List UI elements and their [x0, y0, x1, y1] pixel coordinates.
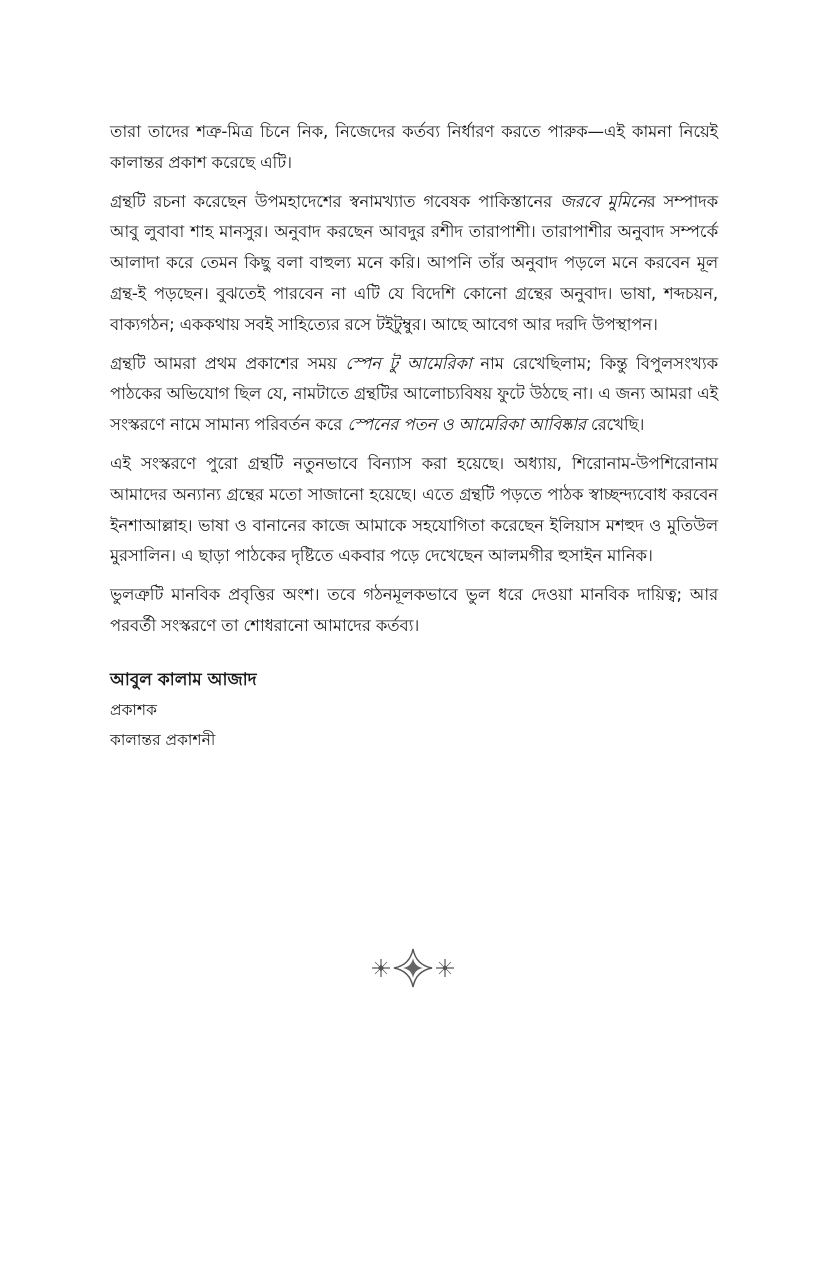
paragraph: [110, 117, 718, 179]
paragraph: [110, 187, 718, 341]
signature-name: আবুল কালাম আজাদ: [110, 669, 257, 690]
document-page: [110, 117, 718, 754]
paragraph: [110, 580, 718, 642]
paragraph-text: গ্রন্থটি আমরা প্রথম প্রকাশের সময়: [110, 353, 346, 373]
signature-publisher: কালান্তর প্রকাশনী: [110, 730, 216, 749]
body-text: [110, 117, 718, 642]
italic-title-text: জরবে মুমিনে: [560, 191, 647, 211]
paragraph-text: রেখেছি।: [585, 415, 645, 435]
paragraph-text: এই সংস্করণে পুরো গ্রন্থটি নতুনভাবে বিন্যাস করা হয়েছে। অধ্যায়, শিরোনাম-উপশিরোনাম আমাদের অন্যান্য গ্রন্থের মতো সাজানো হয়েছে। এতে গ্রন্থটি পড়তে পাঠক স্বাচ্ছন্দ্যবোধ করবেন ইনশাআল্লাহ। ভাষা ও বানানের কাজে আমাকে সহযোগিতা করেছেন ইলিয়াস মশহুদ ও মুতিউল মুরসালিন। এ ছাড়া পাঠকের দৃষ্টিতে একবার পড়ে দেখেছেন আলমগীর হুসাইন মানিক।: [110, 453, 718, 566]
italic-title-text: স্পেন টু আমেরিকা: [345, 353, 472, 373]
italic-title-text: স্পেনের পতন ও আমেরিকা আবিষ্কার: [347, 415, 586, 435]
paragraph: [110, 349, 718, 441]
diamond-star-ornament-icon: [368, 946, 458, 990]
signature-block: [110, 666, 718, 754]
signature-role: প্রকাশক: [110, 700, 157, 719]
paragraph-text: নাম রেখেছিলাম; কিন্তু বিপুলসংখ্যক পাঠকের অভিযোগ ছিল যে, নামটাতে গ্রন্থটির আলোচ্যবিষয় ফুটে উঠছে না। এ জন্য আমরা এই সংস্করণে নামে সামান্য পরিবর্তন করে: [110, 353, 718, 435]
paragraph: [110, 449, 718, 572]
paragraph-text: ভুলত্রুটি মানবিক প্রবৃত্তির অংশ। তবে গঠনমূলকভাবে ভুল ধরে দেওয়া মানবিক দায়িত্ব; আর পরবর্তী সংস্করণে তা শোধরানো আমাদের কর্তব্য।: [110, 585, 718, 635]
paragraph-text: গ্রন্থটি রচনা করেছেন উপমহাদেশের স্বনামখ্যাত গবেষক পাকিস্তানের: [110, 191, 561, 211]
paragraph-text: র সম্পাদক আবু লুবাবা শাহ মানসুর। অনুবাদ করছেন আবদুর রশীদ তারাপাশী। তারাপাশীর অনুবাদ সম্পর্কে আলাদা করে তেমন কিছু বলা বাহুল্য মনে করি। আপনি তাঁর অনুবাদ পড়লে মনে করবেন মূল গ্রন্থ-ই পড়ছেন। বুঝতেই পারবেন না এটি যে বিদেশি কোনো গ্রন্থের অনুবাদ। ভাষা, শব্দচয়ন, বাক্যগঠন; এককথায় সবই সাহিত্যের রসে টইটুম্বুর। আছে আবেগ আর দরদি উপস্থাপন।: [110, 191, 719, 334]
paragraph-text: তারা তাদের শত্রু-মিত্র চিনে নিক, নিজেদের কর্তব্য নির্ধারণ করতে পারুক—এই কামনা নিয়েই কালান্তর প্রকাশ করেছে এটি।: [110, 122, 718, 172]
ornament-graphic: [368, 946, 458, 990]
